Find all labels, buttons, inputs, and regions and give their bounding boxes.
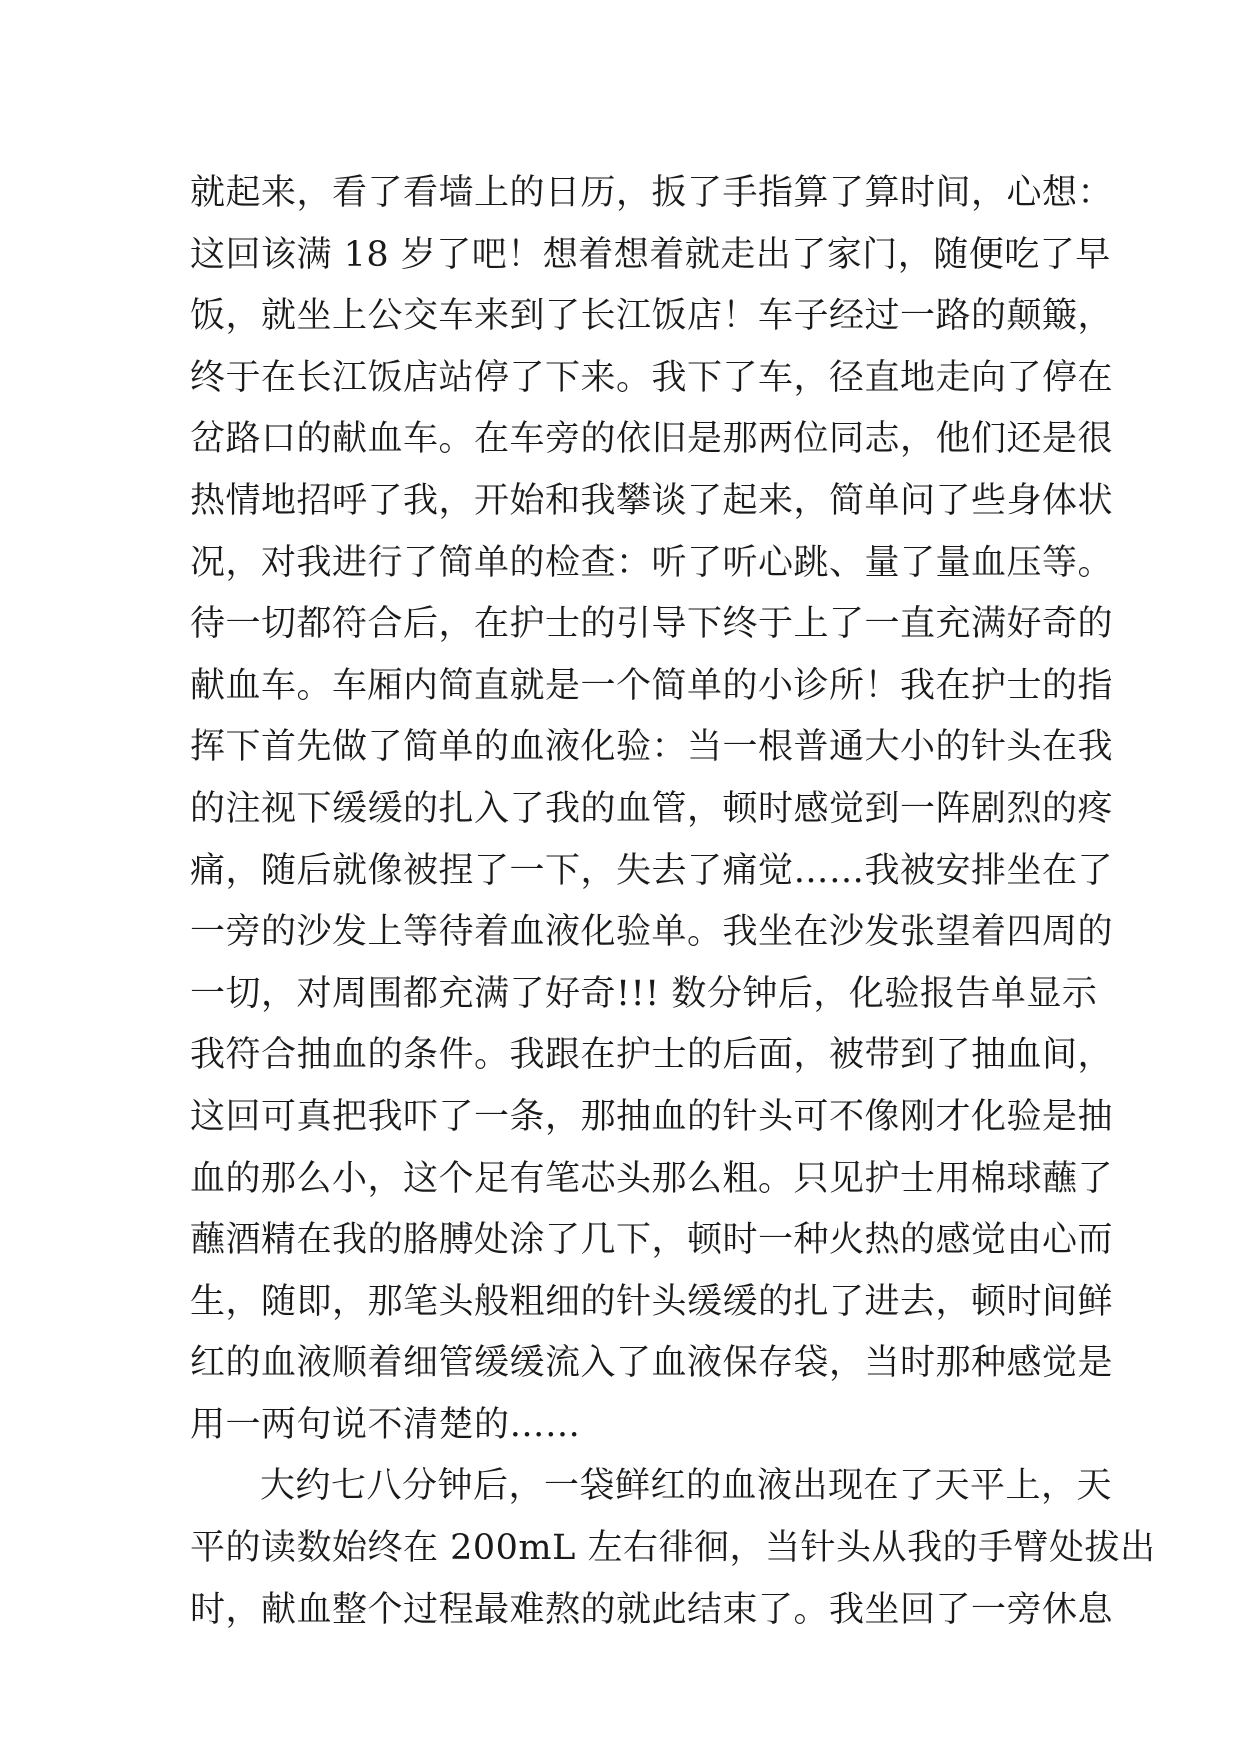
text-line: 痛，随后就像被捏了一下，失去了痛觉……我被安排坐在了: [190, 850, 1114, 891]
text-line: 待一切都符合后，在护士的引导下终于上了一直充满好奇的: [190, 604, 1114, 645]
text-line: 红的血液顺着细管缓缓流入了血液保存袋，当时那种感觉是: [190, 1343, 1114, 1384]
text-line: 就起来，看了看墙上的日历，扳了手指算了算时间，心想：: [190, 173, 1114, 213]
text-line: 平的读数始终在 200mL 左右徘徊，当针头从我的手臂处拔出: [190, 1528, 1156, 1569]
text-line: 挥下首先做了简单的血液化验：当一根普通大小的针头在我: [190, 727, 1114, 768]
text-line: 时，献血整个过程最难熬的就此结束了。我坐回了一旁休息: [190, 1589, 1114, 1630]
text-line: 献血车。车厢内简直就是一个简单的小诊所！我在护士的指: [190, 665, 1114, 706]
text-line: 我符合抽血的条件。我跟在护士的后面，被带到了抽血间，: [190, 1035, 1114, 1076]
text-line: 血的那么小，这个足有笔芯头那么粗。只见护士用棉球蘸了: [190, 1158, 1114, 1199]
body-text: [190, 163, 1156, 1641]
text-line: 蘸酒精在我的胳膊处涂了几下，顿时一种火热的感觉由心而: [190, 1220, 1114, 1261]
text-line: 况，对我进行了简单的检查：听了听心跳、量了量血压等。: [190, 542, 1114, 583]
text-line: 热情地招呼了我，开始和我攀谈了起来，简单问了些身体状: [190, 480, 1114, 521]
text-line: 用一两句说不清楚的……: [190, 1404, 581, 1445]
paragraph-first-line: 大约七八分钟后，一袋鲜红的血液出现在了天平上，天: [260, 1466, 1113, 1507]
text-line: 一切，对周围都充满了好奇!!! 数分钟后，化验报告单显示: [190, 973, 1098, 1014]
text-line: 终于在长江饭店站停了下来。我下了车，径直地走向了停在: [190, 357, 1114, 398]
text-line: 饭，就坐上公交车来到了长江饭店！车子经过一路的颠簸，: [190, 296, 1114, 337]
text-line: 岔路口的献血车。在车旁的依旧是那两位同志，他们还是很: [190, 419, 1114, 460]
text-line: 一旁的沙发上等待着血液化验单。我坐在沙发张望着四周的: [190, 912, 1114, 953]
text-line: 的注视下缓缓的扎入了我的血管，顿时感觉到一阵剧烈的疼: [190, 788, 1114, 829]
text-line: 这回可真把我吓了一条，那抽血的针头可不像刚才化验是抽: [190, 1096, 1114, 1137]
text-line: 这回该满 18 岁了吧！想着想着就走出了家门，随便吃了早: [190, 234, 1111, 275]
text-line: 生，随即，那笔头般粗细的针头缓缓的扎了进去，顿时间鲜: [190, 1281, 1114, 1322]
